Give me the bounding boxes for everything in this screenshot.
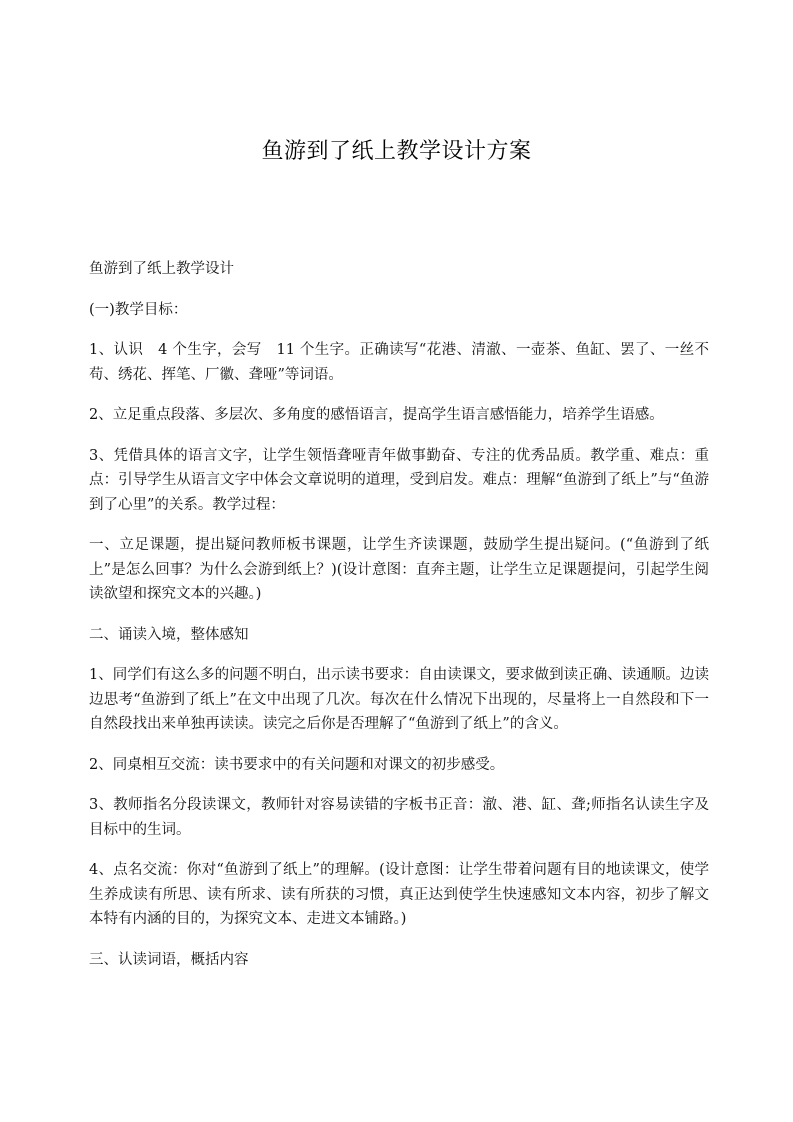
reading-paragraph-1: 1、同学们有这么多的问题不明白，出示读书要求：自由读课文，要求做到读正确、读通顺。边读边思考“鱼游到了纸上”在文中出现了几次。每次在什么情况下出现的，尽量将上一自然段和下一自然段找出来单独再读读。读完之后你是否理解了“鱼游到了纸上”的含义。	[89, 667, 709, 732]
section-heading-objectives: (一)教学目标：	[89, 301, 188, 318]
reading-paragraph-2: 2、同桌相互交流：读书要求中的有关问题和对课文的初步感受。	[89, 756, 505, 773]
objective-paragraph-1: 1、认识 4 个生字，会写 11 个生字。正确读写“花港、清澈、一壶茶、鱼缸、罢了、一丝不苟、绣花、挥笔、厂徽、聋哑”等词语。	[89, 342, 709, 383]
objective-paragraph-2: 2、立足重点段落、多层次、多角度的感悟语言，提高学生语言感悟能力，培养学生语感。	[89, 407, 664, 423]
process-step-1: 一、立足课题，提出疑问教师板书课题，让学生齐读课题，鼓励学生提出疑问。(“鱼游到了纸上”是怎么回事？为什么会游到纸上？)(设计意图：直奔主题，让学生立足课题提问，引起学生阅读欲望和探究文本的兴趣。)	[89, 537, 709, 602]
reading-paragraph-4: 4、点名交流：你对“鱼游到了纸上”的理解。(设计意图：让学生带着问题有目的地读课文，使学生养成读有所思、读有所求、读有所获的习惯，真正达到使学生快速感知文本内容，初步了解文本特有内涵的目的，为探究文本、走进文本铺路。)	[89, 862, 709, 927]
section-heading-reading: 二、诵读入境，整体感知	[89, 626, 249, 643]
document-body	[89, 257, 709, 988]
document-title: 鱼游到了纸上教学设计方案	[261, 139, 532, 164]
doc-subtitle: 鱼游到了纸上教学设计	[89, 261, 234, 277]
section-heading-vocabulary: 三、认读词语，概括内容	[89, 951, 249, 968]
objective-paragraph-3: 3、凭借具体的语言文字，让学生领悟聋哑青年做事勤奋、专注的优秀品质。教学重、难点：重点：引导学生从语言文字中体会文章说明的道理，受到启发。难点：理解“鱼游到了纸上”与“鱼游到了心里”的关系。教学过程：	[89, 447, 709, 513]
reading-paragraph-3: 3、教师指名分段读课文，教师针对容易读错的字板书正音：澈、港、缸、聋;师指名认读生字及目标中的生词。	[89, 797, 709, 838]
